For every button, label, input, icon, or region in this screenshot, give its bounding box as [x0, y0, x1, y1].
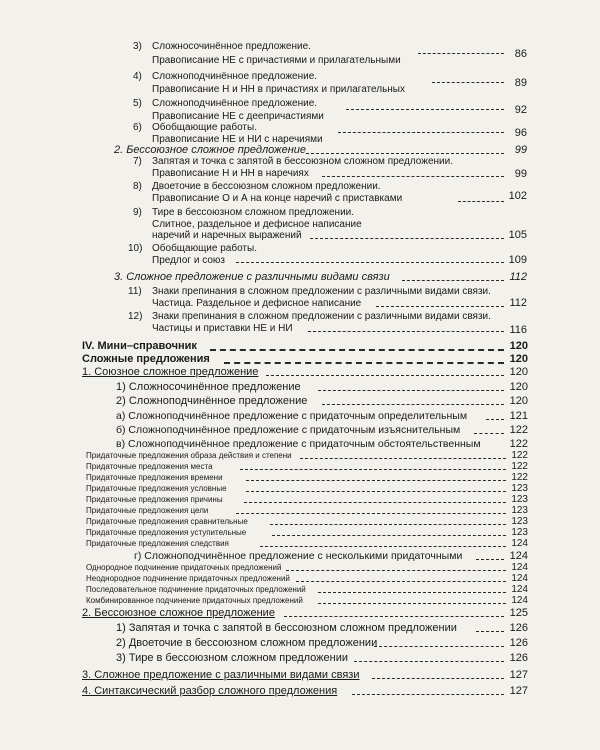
page-number: 123	[511, 516, 528, 527]
dot-leader	[286, 570, 506, 571]
dot-leader	[346, 109, 504, 110]
page-number: 120	[509, 381, 528, 393]
entry-title-line1: Обобщающие работы.	[152, 243, 257, 254]
dot-leader	[246, 491, 506, 492]
page-number: 122	[511, 472, 528, 483]
entry-title: 3) Тире в бессоюзном сложном предложении	[116, 652, 348, 664]
dot-leader	[418, 53, 504, 54]
page-number: 127	[509, 669, 528, 681]
entry-title: Придаточные предложения времени	[86, 473, 223, 482]
entry-number: 7)	[133, 156, 142, 167]
section-title: 2. Бессоюзное сложное предложение	[114, 144, 307, 156]
dot-leader	[260, 546, 506, 547]
page-number: 126	[509, 622, 528, 634]
dot-leader	[476, 631, 504, 632]
dot-leader	[224, 362, 504, 364]
page-number: 125	[509, 607, 528, 619]
page-number: 99	[514, 144, 527, 156]
entry-title: 2) Двоеточие в бессоюзном сложном предложении	[116, 637, 378, 649]
entry-title: Придаточные предложения сравнительные	[86, 517, 248, 526]
entry-title-line2: Правописание Н и НН в причастиях и прилагательных	[152, 84, 405, 95]
dot-leader	[432, 82, 504, 83]
entry-number: 8)	[133, 181, 142, 192]
entry-number: 9)	[133, 207, 142, 218]
page-number: 120	[509, 395, 528, 407]
page-number: 92	[514, 104, 527, 116]
dot-leader	[270, 524, 506, 525]
page-number: 124	[511, 562, 528, 573]
entry-title-line3: наречий и наречных выражений	[152, 230, 302, 241]
dot-leader	[474, 433, 504, 434]
dot-leader	[210, 349, 504, 351]
entry-title-line2: Правописание НЕ с деепричастиями	[152, 111, 324, 122]
entry-title: Последовательное подчинение придаточных предложений	[86, 585, 306, 594]
entry-title-line2: Частица. Раздельное и дефисное написание	[152, 298, 362, 309]
dot-leader	[246, 480, 506, 481]
page-number: 86	[514, 48, 527, 60]
entry-title: Комбинированное подчинение придаточных предложений	[86, 596, 303, 605]
page-number: 99	[514, 168, 527, 180]
entry-title-line1: Знаки препинания в сложном предложении с различными видами связи.	[152, 286, 491, 297]
page-number: 122	[509, 424, 528, 436]
entry-number: 6)	[133, 122, 142, 133]
section-title: 3. Сложное предложение с различными видами связи	[114, 271, 390, 283]
dot-leader	[236, 513, 506, 514]
entry-number: 4)	[133, 71, 142, 82]
entry-number: 12)	[128, 311, 143, 322]
dot-leader	[486, 419, 504, 420]
entry-title-line1: Сложноподчинённое предложение.	[152, 71, 318, 82]
page-number: 122	[511, 450, 528, 461]
dot-leader	[322, 176, 504, 177]
entry-title: Придаточные предложения места	[86, 462, 213, 471]
entry-title-line2: Правописание Н и НН в наречиях	[152, 168, 309, 179]
page-number: 123	[511, 505, 528, 516]
entry-title: б) Сложноподчинённое предложение с придаточным изъяснительным	[116, 424, 461, 436]
page-number: 112	[509, 297, 527, 309]
page-number: 124	[511, 584, 528, 595]
dot-leader	[352, 694, 504, 695]
page-number: 126	[509, 652, 528, 664]
dot-leader	[322, 404, 504, 405]
entry-title-line1: Знаки препинания в сложном предложении с различными видами связи.	[152, 311, 491, 322]
entry-title: 2. Бессоюзное сложное предложение	[82, 607, 275, 619]
entry-title-line1: Двоеточие в бессоюзном сложном предложении.	[152, 181, 381, 192]
dot-leader	[374, 646, 504, 647]
page-number: 122	[511, 461, 528, 472]
dot-leader	[376, 306, 504, 307]
entry-title: 1. Союзное сложное предложение	[82, 366, 259, 378]
dot-leader	[318, 603, 506, 604]
entry-title: Придаточные предложения уступительные	[86, 528, 247, 537]
dot-leader	[284, 616, 504, 617]
entry-title: 3. Сложное предложение с различными видами связи	[82, 669, 360, 681]
dot-leader	[236, 262, 504, 263]
dot-leader	[402, 280, 504, 281]
entry-title: 2) Сложноподчинённое предложение	[116, 395, 308, 407]
page-number: 123	[511, 483, 528, 494]
page-number: 109	[508, 254, 527, 266]
dot-leader	[476, 559, 504, 560]
dot-leader	[458, 201, 504, 202]
dot-leader	[306, 153, 504, 154]
entry-title-line1: Обобщающие работы.	[152, 122, 257, 133]
entry-number: 5)	[133, 98, 142, 109]
page-number: 112	[509, 271, 527, 283]
page-number: 122	[509, 438, 528, 450]
dot-leader	[300, 458, 506, 459]
entry-number: 10)	[128, 243, 143, 254]
page-number: 124	[511, 573, 528, 584]
entry-title: Придаточные предложения условные	[86, 484, 227, 493]
page-number: 89	[514, 77, 527, 89]
entry-title: 4. Синтаксический разбор сложного предложения	[82, 685, 338, 697]
entry-title-line2: Слитное, раздельное и дефисное написание	[152, 219, 362, 230]
dot-leader	[240, 469, 506, 470]
page-number: 102	[508, 190, 527, 202]
entry-title-line2: Правописание НЕ с причастиями и прилагательными	[152, 55, 401, 66]
entry-title: Придаточные предложения следствия	[86, 539, 229, 548]
entry-title-line1: Тире в бессоюзном сложном предложении.	[152, 207, 355, 218]
entry-title: а) Сложноподчинённое предложение с придаточным определительным	[116, 410, 468, 422]
page-number: 120	[509, 353, 528, 365]
dot-leader	[372, 678, 504, 679]
entry-title: Придаточные предложения цели	[86, 506, 209, 515]
page-number: 120	[509, 340, 528, 352]
page-number: 124	[511, 538, 528, 549]
dot-leader	[318, 592, 506, 593]
part-title: Сложные предложения	[82, 353, 210, 365]
entry-title: Однородное подчинение придаточных предложений	[86, 563, 282, 572]
entry-title: в) Сложноподчинённое предложение с придаточным обстоятельственным	[116, 438, 481, 450]
page-number: 120	[509, 366, 528, 378]
entry-number: 11)	[128, 286, 142, 297]
entry-title: 1) Запятая и точка с запятой в бессоюзном сложном предложении	[116, 622, 457, 634]
page-number: 121	[509, 410, 528, 422]
dot-leader	[266, 375, 504, 376]
entry-title-line1: Сложносочинённое предложение.	[152, 41, 311, 52]
entry-title: Придаточные предложения причины	[86, 495, 223, 504]
entry-title: 1) Сложносочинённое предложение	[116, 381, 301, 393]
dot-leader	[338, 132, 504, 133]
page-number: 96	[514, 127, 527, 139]
page-number: 123	[511, 527, 528, 538]
entry-title-line2: Частицы и приставки НЕ и НИ	[152, 323, 293, 334]
page-number: 123	[511, 494, 528, 505]
page-number: 126	[509, 637, 528, 649]
dot-leader	[296, 581, 506, 582]
entry-title-line2: Правописание О и А на конце наречий с приставками	[152, 193, 403, 204]
page-number: 127	[509, 685, 528, 697]
entry-number: 3)	[133, 41, 142, 52]
page-number: 124	[509, 550, 528, 562]
page-number: 116	[509, 324, 527, 336]
dot-leader	[318, 390, 504, 391]
part-title: IV. Мини–справочник	[82, 340, 197, 352]
entry-title-line1: Сложноподчинённое предложение.	[152, 98, 318, 109]
entry-title-line2: Правописание НЕ и НИ с наречиями	[152, 134, 323, 145]
dot-leader	[272, 535, 506, 536]
dot-leader	[310, 238, 504, 239]
page-number: 105	[508, 229, 527, 241]
dot-leader	[308, 331, 504, 332]
entry-title: г) Сложноподчинённое предложение с несколькими придаточными	[134, 550, 463, 562]
page-number: 124	[511, 595, 528, 606]
dot-leader	[354, 661, 504, 662]
entry-title: Неоднородное подчинение придаточных предложений	[86, 574, 290, 583]
dot-leader	[244, 502, 506, 503]
entry-title: Придаточные предложения образа действия и степени	[86, 451, 292, 460]
entry-title-line1: Запятая и точка с запятой в бессоюзном сложном предложении.	[152, 156, 453, 167]
entry-title-line2: Предлог и союз	[152, 255, 225, 266]
